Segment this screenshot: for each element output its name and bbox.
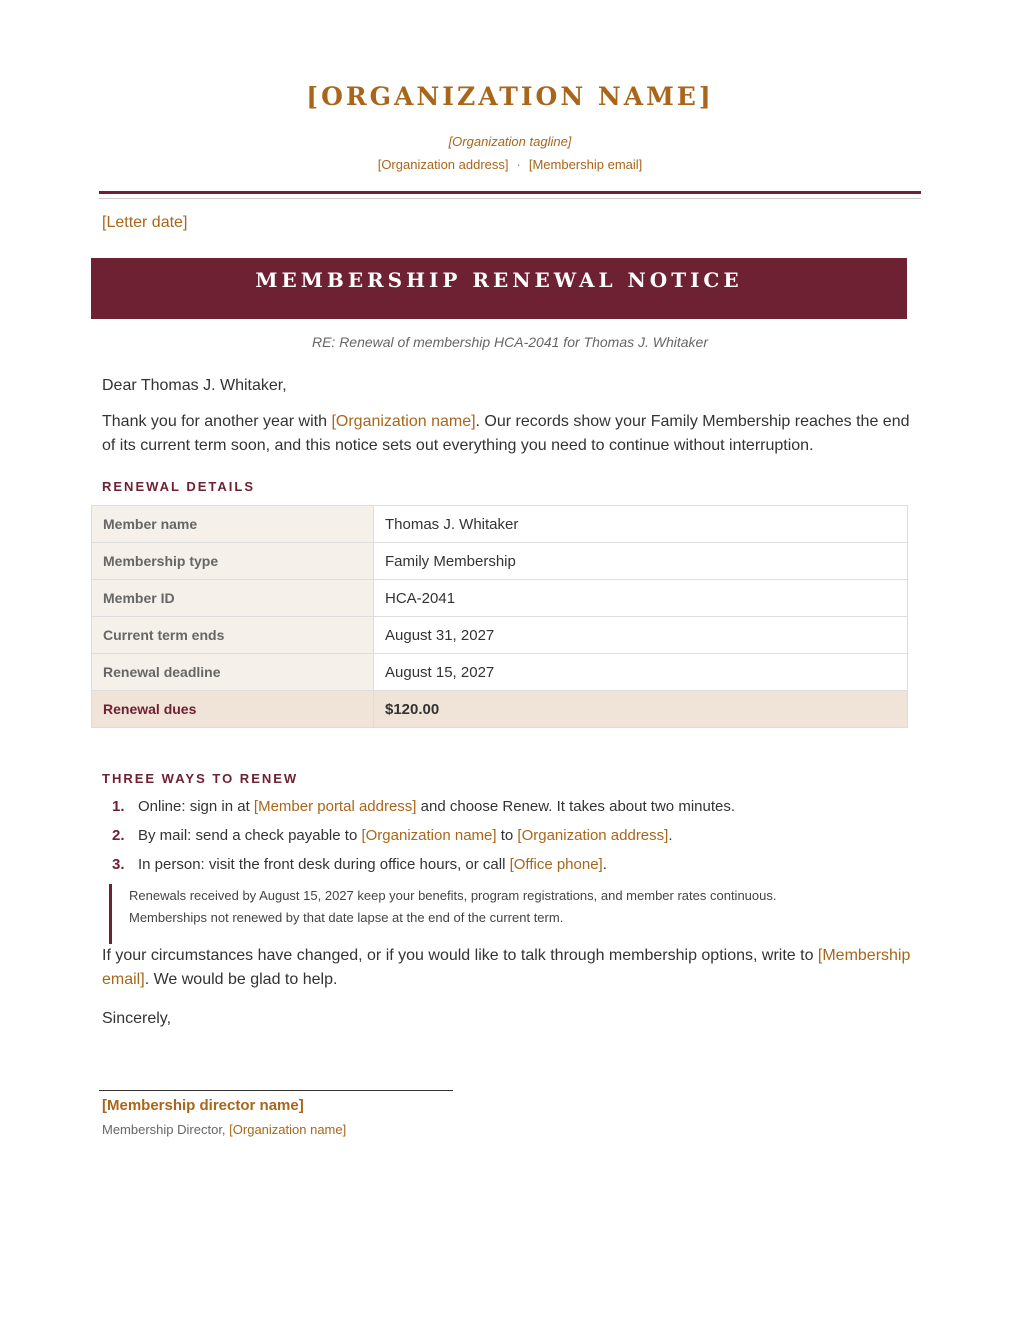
membership-email-placeholder: [Membership email] [102,947,911,988]
greeting: Dear Thomas J. Whitaker, [102,377,287,394]
letter-date: [Letter date] [102,214,188,231]
signatory-title [102,1122,346,1137]
step-text: In person: visit the front desk during office hours, or call [138,856,510,873]
callout-text [129,885,899,929]
table-row-total [92,691,908,728]
intro-text-1: Thank you for another year with [102,413,332,430]
row-value: August 15, 2027 [374,654,908,691]
org-address-placeholder: [Organization address] [517,827,669,844]
notice-title: MEMBERSHIP RENEWAL NOTICE [255,268,743,292]
member-portal-placeholder: [Member portal address] [253,798,417,815]
deadline-callout [109,884,902,944]
table-row [92,617,908,654]
ways-to-renew-heading: THREE WAYS TO RENEW [102,771,299,786]
signatory-role: Membership Director, [102,1122,230,1137]
contact-line [0,157,1020,172]
signatory-name: [Membership director name] [102,1097,304,1114]
list-item [112,797,912,826]
row-label: Renewal dues [92,691,374,728]
list-item [112,826,912,855]
row-value: $120.00 [374,691,908,728]
closing-text-2: . We would be glad to help. [144,971,338,988]
row-label: Member ID [92,580,374,617]
step-text: Online: sign in at [138,798,254,815]
organization-tagline: [Organization tagline] [448,134,572,149]
row-value: August 31, 2027 [374,617,908,654]
header-rule-thin [99,198,921,199]
table-row [92,506,908,543]
organization-address: [Organization address] [377,157,509,172]
org-name-placeholder: [Organization name] [361,827,497,844]
organization-name: [ORGANIZATION NAME] [306,82,714,111]
renewal-details-table [91,505,908,728]
office-phone-placeholder: [Office phone] [509,856,603,873]
step-text: . [668,827,673,844]
step-number: 3. [112,856,125,873]
row-label: Membership type [92,543,374,580]
signature-line [99,1090,453,1091]
contact-separator: · [516,157,521,172]
list-item [112,855,912,884]
row-value: Family Membership [374,543,908,580]
table-row [92,654,908,691]
step-number: 2. [112,827,125,844]
row-value: Thomas J. Whitaker [374,506,908,543]
membership-email: [Membership email] [528,157,643,172]
header-rule [99,191,921,194]
row-label: Member name [92,506,374,543]
closing-paragraph [102,944,922,992]
closing-text-1: If your circumstances have changed, or if you would like to talk through membership options, write to [102,947,818,964]
signatory-org-placeholder: [Organization name] [229,1122,347,1137]
re-line: RE: Renewal of membership HCA-2041 for Thomas J. Whitaker [311,334,709,350]
title-banner [91,258,907,319]
table-row [92,580,908,617]
renewal-steps-list [112,797,912,884]
step-text: By mail: send a check payable to [138,827,362,844]
row-label: Current term ends [92,617,374,654]
callout-line: Memberships not renewed by that date lapse at the end of the current term. [129,910,564,925]
renewal-details-heading: RENEWAL DETAILS [102,479,256,494]
intro-text-2: . Our records show your Family Membership reaches the end of its current term soon, and this notice sets out everything you need to continue without interruption. [102,413,910,454]
intro-org-placeholder: [Organization name] [331,413,476,430]
row-value: HCA-2041 [374,580,908,617]
row-label: Renewal deadline [92,654,374,691]
intro-paragraph [102,410,922,458]
callout-line: Renewals received by August 15, 2027 keep your benefits, program registrations, and member rates continuous. [129,888,777,903]
step-text: to [496,827,518,844]
step-text: and choose Renew. It takes about two minutes. [416,798,736,815]
table-row [92,543,908,580]
step-text: . [602,856,607,873]
signoff: Sincerely, [102,1010,172,1027]
step-number: 1. [112,798,125,815]
